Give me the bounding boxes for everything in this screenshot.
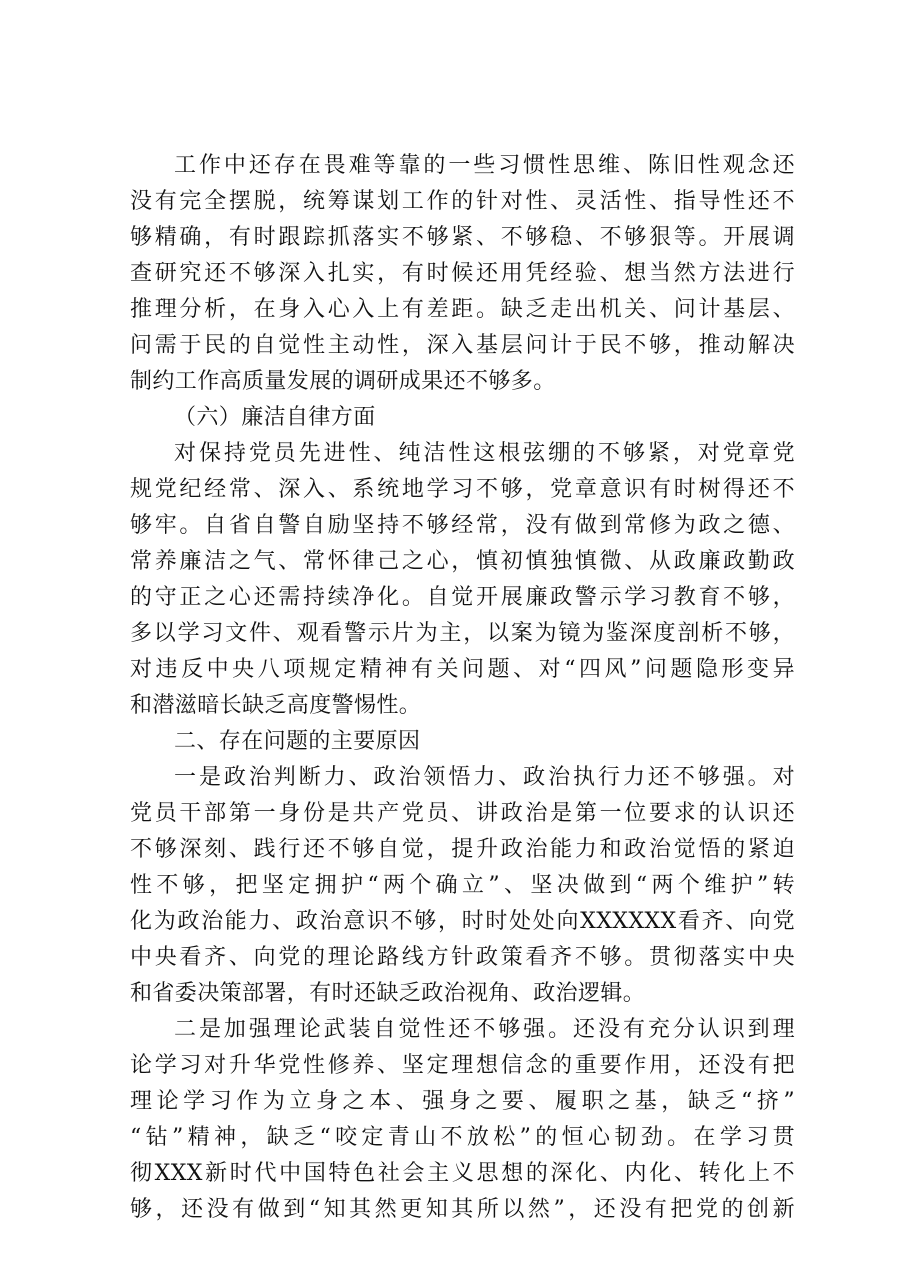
text-line: 的守正之心还需持续净化。自觉开展廉政警示学习教育不够， [130,585,795,610]
text-line: 论学习对升华党性修养、坚定理想信念的重要作用，还没有把 [130,1053,795,1078]
section-heading-integrity: （六）廉洁自律方面 [174,405,376,430]
text-line: “钻”精神，缺乏“咬定青山不放松”的恒心韧劲。在学习贯 [130,1125,795,1150]
text-line: 化为政治能力、政治意识不够，时时处处向XXXXXX看齐、向党 [130,909,795,934]
text-line: 党员干部第一身份是共产党员、讲政治是第一位要求的认识还 [130,801,795,826]
paragraph-integrity [130,436,795,724]
paragraph-theory-study [130,1012,795,1228]
text-line: 工作中还存在畏难等靠的一些习惯性思维、陈旧性观念还 [174,153,795,178]
document-body [130,148,795,1228]
text-line: 规党纪经常、深入、系统地学习不够，党章意识有时树得还不 [130,477,795,502]
text-line: 二是加强理论武装自觉性还不够强。还没有充分认识到理 [174,1017,795,1042]
text-line: 一是政治判断力、政治领悟力、政治执行力还不够强。对 [174,765,795,790]
text-line: 中央看齐、向党的理论路线方针政策看齐不够。贯彻落实中央 [130,945,795,970]
text-line: 问需于民的自觉性主动性，深入基层问计于民不够，推动解决 [130,333,795,358]
text-line: 够牢。自省自警自励坚持不够经常，没有做到常修为政之德、 [130,513,795,538]
text-line: 性不够，把坚定拥护“两个确立”、坚决做到“两个维护”转 [130,873,795,898]
text-line: 理论学习作为立身之本、强身之要、履职之基，缺乏“挤” [130,1089,795,1114]
text-line: 没有完全摆脱，统筹谋划工作的针对性、灵活性、指导性还不 [130,189,795,214]
text-line: 多以学习文件、观看警示片为主，以案为镜为鉴深度剖析不够， [130,621,795,646]
text-line: 和潜滋暗长缺乏高度警惕性。 [130,693,422,718]
section-heading-main-causes: 二、存在问题的主要原因 [174,729,421,754]
paragraph-habitual-thinking [130,148,795,400]
text-line: 够精确，有时跟踪抓落实不够紧、不够稳、不够狠等。开展调 [130,225,795,250]
text-line: 对保持党员先进性、纯洁性这根弦绷的不够紧，对党章党 [174,441,795,466]
text-line: 不够深刻、践行还不够自觉，提升政治能力和政治觉悟的紧迫 [130,837,795,862]
text-line: 对违反中央八项规定精神有关问题、对“四风”问题隐形变异 [130,657,795,682]
text-line: 彻XXX新时代中国特色社会主义思想的深化、内化、转化上不 [130,1161,795,1186]
text-line: 常养廉洁之气、常怀律己之心，慎初慎独慎微、从政廉政勤政 [130,549,795,574]
text-line: 查研究还不够深入扎实，有时候还用凭经验、想当然方法进行 [130,261,795,286]
text-line: 制约工作高质量发展的调研成果还不够多。 [130,369,556,394]
text-line: 和省委决策部署，有时还缺乏政治视角、政治逻辑。 [130,981,646,1006]
text-line: 够，还没有做到“知其然更知其所以然”，还没有把党的创新 [130,1197,795,1222]
paragraph-political-judgment [130,760,795,1012]
text-line: 推理分析，在身入心入上有差距。缺乏走出机关、问计基层、 [130,297,795,322]
